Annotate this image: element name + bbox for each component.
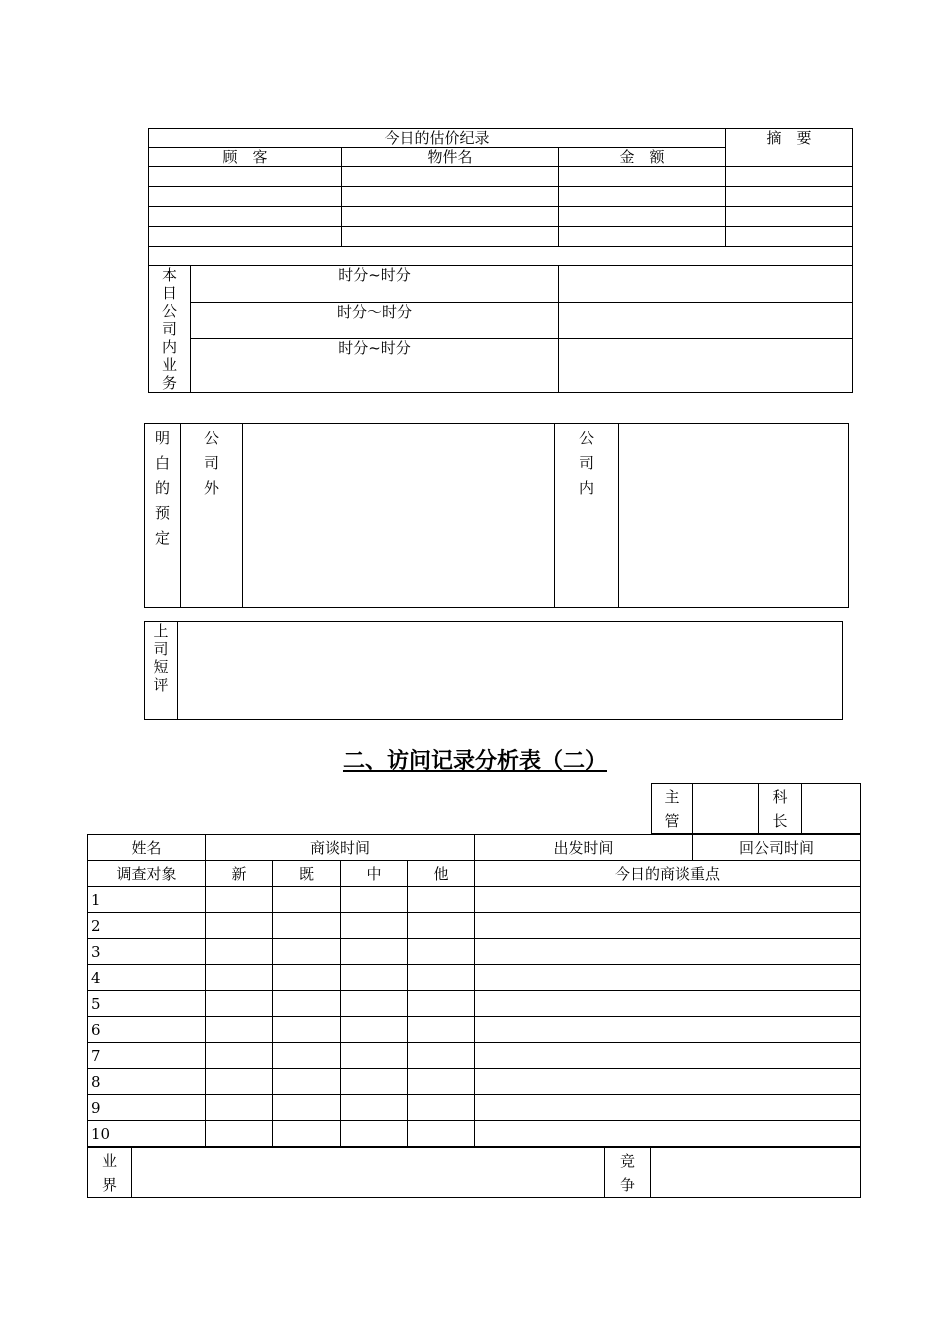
row-number: 3	[88, 939, 206, 965]
estimate-row	[149, 167, 853, 187]
table-row	[88, 965, 861, 991]
supervisor-sign[interactable]	[693, 784, 759, 834]
table-cell[interactable]	[273, 939, 341, 965]
table-row	[88, 1017, 861, 1043]
industry-content[interactable]	[132, 1148, 605, 1198]
table-cell[interactable]	[273, 913, 341, 939]
visit-table	[87, 834, 861, 1147]
table-cell[interactable]	[149, 187, 342, 207]
table-cell[interactable]	[475, 1017, 861, 1043]
table-cell[interactable]	[408, 887, 475, 913]
table-cell[interactable]	[273, 991, 341, 1017]
outside-label: 公 司 外	[181, 424, 243, 608]
other-header: 他	[408, 861, 475, 887]
table-row	[88, 991, 861, 1017]
target-header: 调查对象	[88, 861, 206, 887]
table-cell[interactable]	[206, 1017, 273, 1043]
table-cell[interactable]	[342, 207, 559, 227]
table-cell[interactable]	[475, 887, 861, 913]
row-number: 5	[88, 991, 206, 1017]
estimate-table	[148, 128, 853, 393]
table-cell[interactable]	[273, 1043, 341, 1069]
approval-table	[651, 783, 861, 834]
estimate-row	[149, 207, 853, 227]
table-cell[interactable]	[475, 913, 861, 939]
table-cell[interactable]	[341, 1043, 408, 1069]
table-cell[interactable]	[475, 965, 861, 991]
table-cell[interactable]	[408, 1017, 475, 1043]
mid-header: 中	[341, 861, 408, 887]
table-cell[interactable]	[206, 913, 273, 939]
customer-header: 顾 客	[149, 148, 342, 167]
row-number: 1	[88, 887, 206, 913]
table-row	[88, 1121, 861, 1147]
talk-time-header: 商谈时间	[206, 835, 475, 861]
name-header: 姓名	[88, 835, 206, 861]
competition-label: 竞 争	[605, 1148, 651, 1198]
review-label: 上 司 短 评	[145, 622, 178, 720]
table-cell[interactable]	[341, 991, 408, 1017]
section-title: 二、访问记录分析表（二）	[342, 749, 607, 774]
row-number: 7	[88, 1043, 206, 1069]
time-slot-2: 时分～时分	[191, 302, 559, 339]
table-cell[interactable]	[341, 1121, 408, 1147]
inside-label: 公 司 内	[555, 424, 619, 608]
plan-label: 明 白 的 预 定	[145, 424, 181, 608]
time-slot-3: 时分~时分	[191, 339, 559, 393]
section-chief-label: 科 长	[759, 784, 802, 834]
table-cell[interactable]	[206, 1069, 273, 1095]
item-header: 物件名	[342, 148, 559, 167]
row-number: 2	[88, 913, 206, 939]
amount-header: 金 额	[559, 148, 726, 167]
estimate-row	[149, 187, 853, 207]
table-cell[interactable]	[342, 187, 559, 207]
table-cell[interactable]	[726, 187, 853, 207]
table-cell[interactable]	[408, 1121, 475, 1147]
summary-header: 摘 要	[726, 129, 853, 167]
table-row	[88, 887, 861, 913]
time-slot-3-content[interactable]	[559, 339, 853, 393]
inner-business-label: 本 日 公 司 内 业 务	[149, 266, 191, 393]
table-cell[interactable]	[341, 965, 408, 991]
industry-label: 业 界	[88, 1148, 132, 1198]
table-cell[interactable]	[341, 913, 408, 939]
table-row	[88, 913, 861, 939]
table-cell[interactable]	[206, 1121, 273, 1147]
spacer-row	[149, 247, 853, 266]
table-cell[interactable]	[341, 1069, 408, 1095]
table-cell[interactable]	[206, 991, 273, 1017]
row-number: 6	[88, 1017, 206, 1043]
table-cell[interactable]	[475, 1121, 861, 1147]
table-cell[interactable]	[206, 887, 273, 913]
table-cell[interactable]	[341, 887, 408, 913]
competition-content[interactable]	[651, 1148, 861, 1198]
table-cell[interactable]	[475, 939, 861, 965]
return-time-header: 回公司时间	[693, 835, 861, 861]
table-cell[interactable]	[206, 1043, 273, 1069]
time-slot-2-content[interactable]	[559, 302, 853, 339]
supervisor-label: 主 管	[652, 784, 693, 834]
review-table	[144, 621, 843, 720]
table-cell[interactable]	[408, 991, 475, 1017]
table-cell[interactable]	[408, 1069, 475, 1095]
plan-table	[144, 423, 849, 608]
table-cell[interactable]	[726, 207, 853, 227]
time-slot-1-content[interactable]	[559, 266, 853, 303]
table-cell[interactable]	[273, 1121, 341, 1147]
existing-header: 既	[273, 861, 341, 887]
table-cell[interactable]	[408, 939, 475, 965]
table-cell[interactable]	[273, 1017, 341, 1043]
table-cell[interactable]	[273, 965, 341, 991]
table-cell[interactable]	[408, 913, 475, 939]
table-row	[88, 939, 861, 965]
table-row	[88, 1095, 861, 1121]
table-cell[interactable]	[341, 1017, 408, 1043]
review-content[interactable]	[178, 622, 843, 720]
table-cell[interactable]	[408, 1043, 475, 1069]
table-cell[interactable]	[475, 1095, 861, 1121]
focus-header: 今日的商谈重点	[475, 861, 861, 887]
section-chief-sign[interactable]	[802, 784, 861, 834]
estimate-row	[149, 227, 853, 247]
table-cell[interactable]	[475, 1043, 861, 1069]
table-row	[88, 1069, 861, 1095]
table-cell[interactable]	[273, 1095, 341, 1121]
table-cell[interactable]	[559, 187, 726, 207]
table-cell[interactable]	[726, 167, 853, 187]
depart-time-header: 出发时间	[475, 835, 693, 861]
table-row	[88, 1043, 861, 1069]
table-cell[interactable]	[149, 167, 342, 187]
table-cell[interactable]	[206, 939, 273, 965]
table-cell[interactable]	[273, 1069, 341, 1095]
table-cell[interactable]	[341, 1095, 408, 1121]
time-slot-1: 时分~时分	[191, 266, 559, 303]
table-cell[interactable]	[206, 965, 273, 991]
row-number: 8	[88, 1069, 206, 1095]
table-cell[interactable]	[149, 207, 342, 227]
row-number: 10	[88, 1121, 206, 1147]
table-cell[interactable]	[273, 887, 341, 913]
outside-plan-content[interactable]	[243, 424, 555, 608]
row-number: 9	[88, 1095, 206, 1121]
row-number: 4	[88, 965, 206, 991]
inside-plan-content[interactable]	[619, 424, 849, 608]
table-cell[interactable]	[475, 991, 861, 1017]
table-cell[interactable]	[341, 939, 408, 965]
industry-table	[87, 1147, 861, 1198]
table-cell[interactable]	[559, 227, 726, 247]
table-cell[interactable]	[149, 227, 342, 247]
estimate-title: 今日的估价纪录	[149, 129, 726, 148]
table-cell[interactable]	[408, 965, 475, 991]
table-cell[interactable]	[559, 207, 726, 227]
new-header: 新	[206, 861, 273, 887]
table-cell[interactable]	[559, 167, 726, 187]
table-cell[interactable]	[726, 227, 853, 247]
table-cell[interactable]	[342, 227, 559, 247]
table-cell[interactable]	[206, 1095, 273, 1121]
table-cell[interactable]	[475, 1069, 861, 1095]
table-cell[interactable]	[342, 167, 559, 187]
table-cell[interactable]	[408, 1095, 475, 1121]
